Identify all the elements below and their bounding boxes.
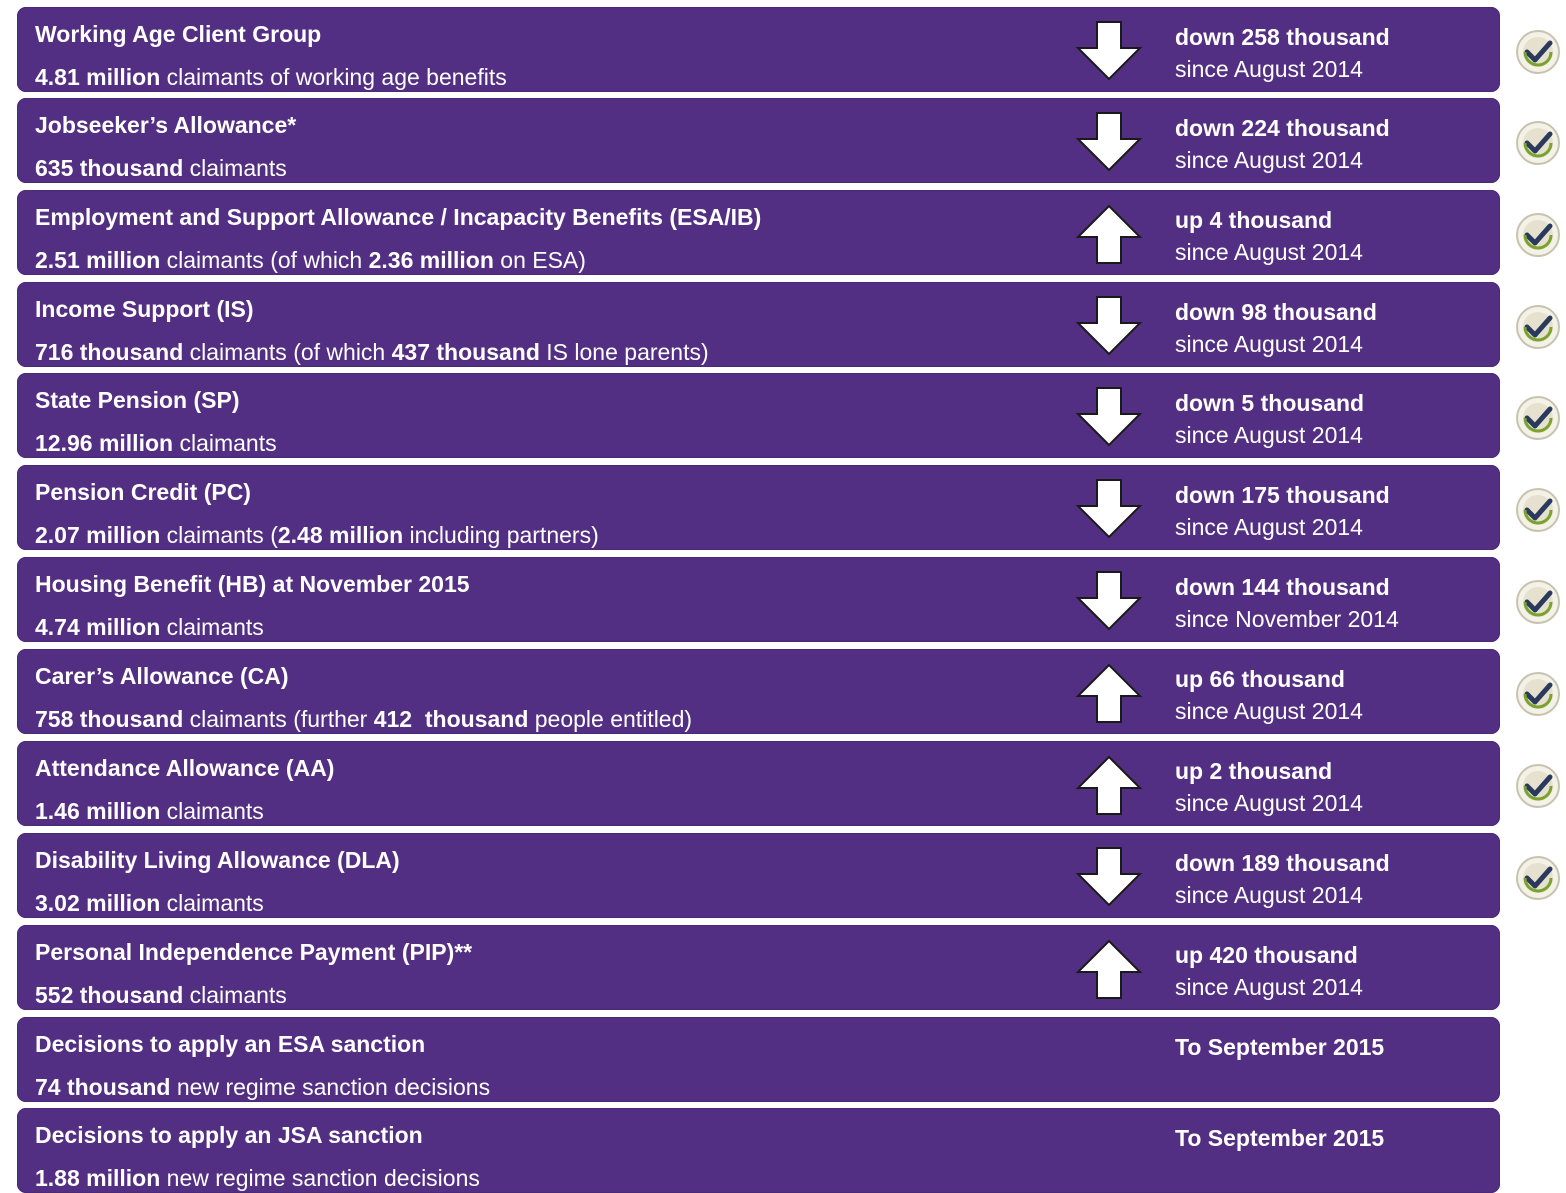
detail-figure: 2.48 million <box>277 522 404 548</box>
detail-figure: 74 thousand <box>35 1074 171 1100</box>
row-since: since August 2014 <box>1175 147 1363 173</box>
detail-text: IS lone parents) <box>539 339 709 365</box>
stat-row <box>17 925 1500 1010</box>
detail-figure: 412 thousand <box>373 706 529 732</box>
detail-text: including partners) <box>403 522 599 548</box>
row-change: down 224 thousand <box>1175 115 1390 141</box>
row-detail <box>35 522 599 549</box>
row-detail <box>35 155 287 182</box>
stat-row <box>17 1017 1500 1102</box>
detail-text: claimants of working age benefits <box>160 64 507 90</box>
row-change: up 4 thousand <box>1175 207 1333 233</box>
row-since: since August 2014 <box>1175 422 1363 448</box>
row-title: Carer’s Allowance (CA) <box>35 663 289 689</box>
national-statistics-badge-icon <box>1515 671 1561 717</box>
detail-figure: 12.96 million <box>35 430 174 456</box>
national-statistics-badge-icon <box>1515 763 1561 809</box>
row-detail <box>35 64 507 91</box>
detail-text: people entitled) <box>528 706 693 732</box>
detail-text: new regime sanction decisions <box>170 1074 491 1100</box>
row-detail <box>35 982 287 1009</box>
stat-row <box>17 282 1500 367</box>
stat-row <box>17 833 1500 918</box>
up-arrow-icon <box>1075 938 1143 1000</box>
row-change: down 5 thousand <box>1175 390 1365 416</box>
down-arrow-icon <box>1075 846 1143 908</box>
detail-figure: 758 thousand <box>35 706 184 732</box>
row-detail <box>35 890 264 917</box>
row-detail <box>35 339 709 366</box>
row-title: Personal Independence Payment (PIP)** <box>35 939 473 965</box>
row-change: To September 2015 <box>1175 1034 1385 1060</box>
down-arrow-icon <box>1075 570 1143 632</box>
row-detail <box>35 430 277 457</box>
row-since: since August 2014 <box>1175 514 1363 540</box>
row-change: down 98 thousand <box>1175 299 1377 325</box>
detail-text: claimants <box>183 982 287 1008</box>
detail-text: claimants <box>160 890 264 916</box>
detail-figure: 3.02 million <box>35 890 161 916</box>
row-title: Attendance Allowance (AA) <box>35 755 335 781</box>
detail-text: claimants (of which <box>160 247 369 273</box>
detail-text: claimants <box>183 155 287 181</box>
row-change: down 144 thousand <box>1175 574 1390 600</box>
detail-figure: 4.81 million <box>35 64 161 90</box>
detail-figure: 716 thousand <box>35 339 184 365</box>
detail-text: claimants <box>160 798 264 824</box>
national-statistics-badge-icon <box>1515 212 1561 258</box>
row-change: up 420 thousand <box>1175 942 1358 968</box>
row-title: Jobseeker’s Allowance* <box>35 112 297 138</box>
row-since: since August 2014 <box>1175 239 1363 265</box>
down-arrow-icon <box>1075 386 1143 448</box>
row-change: up 2 thousand <box>1175 758 1333 784</box>
down-arrow-icon <box>1075 295 1143 357</box>
row-title: Decisions to apply an JSA sanction <box>35 1122 423 1148</box>
row-change: down 258 thousand <box>1175 24 1390 50</box>
detail-text: claimants (further <box>183 706 374 732</box>
detail-figure: 635 thousand <box>35 155 184 181</box>
national-statistics-badge-icon <box>1515 579 1561 625</box>
row-detail <box>35 1074 490 1101</box>
detail-figure: 2.51 million <box>35 247 161 273</box>
stat-row <box>17 1108 1500 1193</box>
row-title: Pension Credit (PC) <box>35 479 251 505</box>
detail-text: claimants (of which <box>183 339 392 365</box>
row-since: since November 2014 <box>1175 606 1399 632</box>
row-title: Income Support (IS) <box>35 296 254 322</box>
stat-row <box>17 373 1500 458</box>
row-title: State Pension (SP) <box>35 387 240 413</box>
detail-text: new regime sanction decisions <box>160 1165 480 1191</box>
detail-figure: 2.36 million <box>368 247 494 273</box>
row-since: since August 2014 <box>1175 790 1363 816</box>
row-since: since August 2014 <box>1175 331 1363 357</box>
row-detail <box>35 706 692 733</box>
row-detail <box>35 614 264 641</box>
row-change: up 66 thousand <box>1175 666 1345 692</box>
detail-text: claimants <box>173 430 277 456</box>
detail-figure: 4.74 million <box>35 614 161 640</box>
national-statistics-badge-icon <box>1515 487 1561 533</box>
row-change: down 189 thousand <box>1175 850 1390 876</box>
row-change: down 175 thousand <box>1175 482 1390 508</box>
detail-text: on ESA) <box>493 247 586 273</box>
detail-figure: 1.88 million <box>35 1165 161 1191</box>
stat-row <box>17 557 1500 642</box>
down-arrow-icon <box>1075 20 1143 82</box>
row-since: since August 2014 <box>1175 698 1363 724</box>
stat-row <box>17 649 1500 734</box>
row-detail <box>35 247 586 274</box>
detail-figure: 1.46 million <box>35 798 161 824</box>
row-detail <box>35 1165 480 1192</box>
detail-text: claimants <box>160 614 264 640</box>
stat-row <box>17 465 1500 550</box>
stat-row <box>17 190 1500 275</box>
row-change: To September 2015 <box>1175 1125 1385 1151</box>
up-arrow-icon <box>1075 662 1143 724</box>
detail-figure: 437 thousand <box>391 339 540 365</box>
stat-row <box>17 98 1500 183</box>
detail-text: claimants ( <box>160 522 278 548</box>
row-title: Working Age Client Group <box>35 21 322 47</box>
row-since: since August 2014 <box>1175 56 1363 82</box>
national-statistics-badge-icon <box>1515 29 1561 75</box>
row-title: Housing Benefit (HB) at November 2015 <box>35 571 470 597</box>
down-arrow-icon <box>1075 111 1143 173</box>
row-title: Decisions to apply an ESA sanction <box>35 1031 426 1057</box>
row-title: Disability Living Allowance (DLA) <box>35 847 400 873</box>
up-arrow-icon <box>1075 754 1143 816</box>
detail-figure: 2.07 million <box>35 522 161 548</box>
national-statistics-badge-icon <box>1515 395 1561 441</box>
detail-figure: 552 thousand <box>35 982 184 1008</box>
up-arrow-icon <box>1075 203 1143 265</box>
stat-row <box>17 7 1500 92</box>
row-since: since August 2014 <box>1175 882 1363 908</box>
national-statistics-badge-icon <box>1515 304 1561 350</box>
down-arrow-icon <box>1075 478 1143 540</box>
national-statistics-badge-icon <box>1515 855 1561 901</box>
row-detail <box>35 798 264 825</box>
national-statistics-badge-icon <box>1515 120 1561 166</box>
row-since: since August 2014 <box>1175 974 1363 1000</box>
row-title: Employment and Support Allowance / Incapacity Benefits (ESA/IB) <box>35 204 762 230</box>
stat-row <box>17 741 1500 826</box>
